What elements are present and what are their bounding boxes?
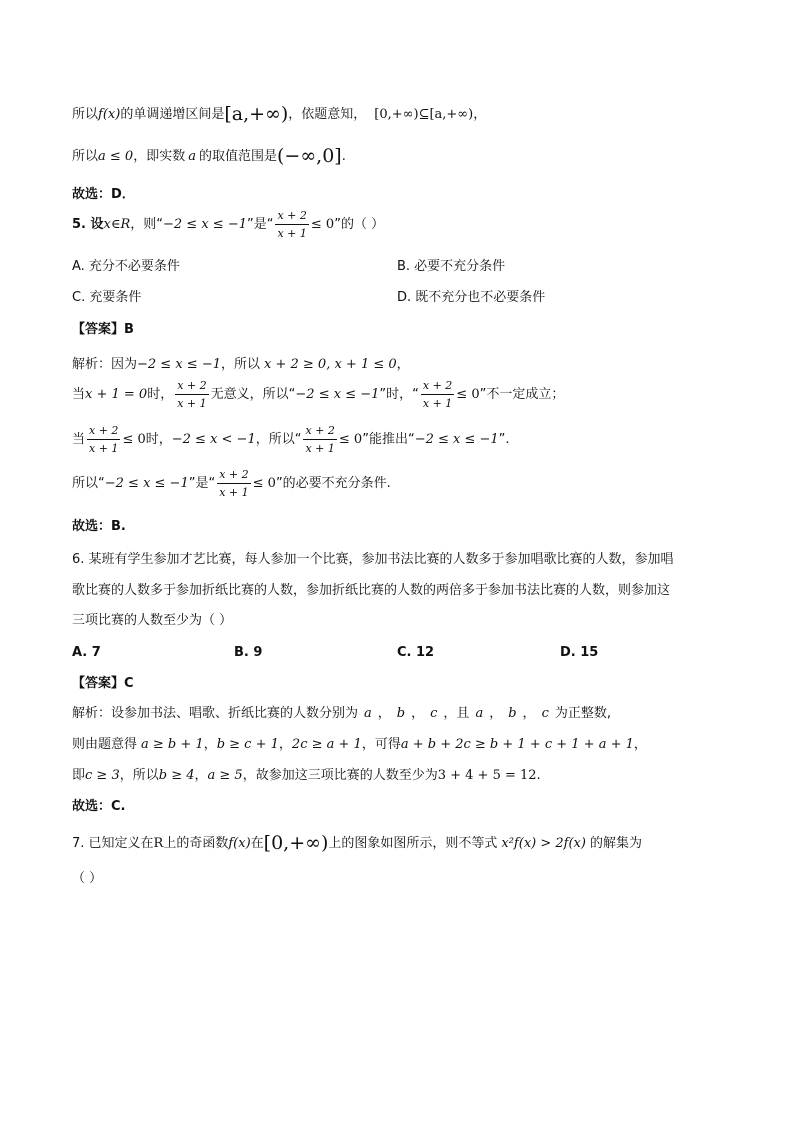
fraction: $\frac{x + 2}{x + 1}$ — [422, 378, 453, 410]
question-7-choices-placeholder: （ ） — [72, 871, 103, 886]
option-b: B. 必要不充分条件 — [397, 259, 506, 274]
question-5 — [72, 208, 384, 242]
text: . — [536, 768, 541, 783]
text: 解析：因为 — [72, 357, 138, 372]
math-expression: a ≥ b + 1 — [141, 737, 204, 752]
answer-choice: 故选：C. — [72, 799, 126, 814]
option-a: A. 充分不必要条件 — [72, 259, 180, 274]
math-expression: f(x) — [228, 836, 251, 851]
fraction: $\frac{x + 2}{x + 1}$ — [277, 208, 307, 240]
math-expression: ≤ 0 — [310, 217, 335, 232]
text: ， — [396, 357, 410, 372]
math-expression: [0,+∞) — [263, 832, 329, 854]
text: ，所以 — [221, 357, 261, 372]
math-expression: c — [541, 706, 549, 721]
math-expression: [0,+∞)⊆[a,+∞) — [374, 107, 474, 122]
text: 即 — [72, 768, 86, 783]
option-c: C. 12 — [397, 645, 435, 660]
math-expression: −2 ≤ x ≤ −1 — [295, 387, 380, 402]
text: 所以 — [72, 149, 99, 164]
text: 7. 已知定义在 — [72, 836, 154, 851]
text: ”是“ — [188, 476, 216, 491]
text: . — [341, 149, 346, 164]
fraction: $\frac{x + 2}{x + 1}$ — [305, 423, 335, 455]
text: ”的（ ） — [334, 217, 385, 232]
math-expression: a — [475, 706, 484, 721]
math-expression: (−∞,0] — [277, 145, 342, 167]
text: ，所以“ — [255, 432, 302, 447]
solution-line — [72, 423, 510, 457]
text-line — [72, 146, 346, 167]
option-a: A. 7 — [72, 645, 101, 660]
option-d: D. 15 — [560, 645, 599, 660]
text: 则由题意得 — [72, 737, 138, 752]
math-expression: ≤ 0 — [338, 432, 363, 447]
text: 上的奇函数 — [163, 836, 229, 851]
text: ”时，“ — [379, 387, 419, 402]
text: ， — [473, 107, 487, 122]
text: 解析：设参加书法、唱歌、折纸比赛的人数分别为 — [72, 706, 359, 721]
text: 所以 — [72, 107, 99, 122]
solution-line: 则由题意得 a ≥ b + 1，b ≥ c + 1，2c ≥ a + 1，可得a + b + 2c ≥ b + 1 + c + 1 + a + 1， — [72, 737, 647, 752]
question-6-line: 6. 某班有学生参加才艺比赛，每人参加一个比赛，参加书法比赛的人数多于参加唱歌比赛的人数，参加唱 — [72, 552, 674, 567]
solution-line: 即c ≥ 3，所以b ≥ 4，a ≥ 5，故参加这三项比赛的人数至少为3 + 4 + 5 = 12. — [72, 768, 541, 783]
text: 所以“ — [72, 476, 105, 491]
math-expression: x + 2 ≥ 0, x + 1 ≤ 0 — [264, 357, 397, 372]
math-expression: a — [364, 706, 372, 721]
math-expression: b ≥ c + 1 — [216, 737, 279, 752]
math-expression: ≤ 0 — [252, 476, 276, 491]
math-expression: x + 1 = 0 — [85, 387, 148, 402]
math-expression: [a,+∞) — [224, 103, 289, 125]
math-expression: −2 ≤ x < −1 — [171, 432, 256, 447]
math-expression: a ≤ 0 — [98, 149, 134, 164]
fraction: $\frac{x + 2}{x + 1}$ — [219, 467, 249, 499]
math-expression: c ≥ 3 — [85, 768, 120, 783]
solution-line — [72, 467, 391, 501]
math-expression: ≤ 0 — [456, 387, 480, 402]
solution-line — [72, 378, 564, 412]
text: 无意义，所以“ — [210, 387, 296, 402]
text: 为正整数, — [554, 706, 611, 721]
math-expression: b — [508, 706, 517, 721]
text: ，故参加这三项比赛的人数至少为 — [242, 768, 438, 783]
math-expression: −2 ≤ x ≤ −1 — [163, 217, 247, 232]
option-c: C. 充要条件 — [72, 290, 142, 305]
option-d: D. 既不充分也不必要条件 — [397, 290, 546, 305]
text: 在 — [250, 836, 264, 851]
answer-choice: 故选：B. — [72, 519, 126, 534]
text: ， — [633, 737, 647, 752]
solution-line: 解析：设参加书法、唱歌、折纸比赛的人数分别为 a ， b ， c ，且 a ， b ， c 为正整数, — [72, 706, 611, 721]
option-b: B. 9 — [234, 645, 263, 660]
text: 当 — [72, 387, 86, 402]
answer-label: 【答案】C — [72, 676, 134, 691]
math-expression: −2 ≤ x ≤ −1 — [414, 432, 499, 447]
math-expression: 3 + 4 + 5 = 12 — [437, 768, 537, 783]
math-expression: ≤ 0 — [122, 432, 146, 447]
answer-choice: 故选：D． — [72, 187, 135, 202]
answer-label: 【答案】B — [72, 322, 134, 337]
math-expression: b — [396, 706, 406, 721]
text: ”的必要不充分条件. — [275, 476, 391, 491]
math-expression: a + b + 2c ≥ b + 1 + c + 1 + a + 1 — [400, 737, 634, 752]
fraction: $\frac{x + 2}{x + 1}$ — [177, 378, 207, 410]
text: ，依题意知， — [288, 107, 367, 122]
math-expression: −2 ≤ x ≤ −1 — [137, 357, 221, 372]
text: 时， — [147, 387, 174, 402]
text-line — [72, 104, 486, 125]
math-expression: f(x) — [98, 107, 121, 122]
text: ”是“ — [247, 217, 274, 232]
question-6-line: 三项比赛的人数至少为（ ） — [72, 613, 233, 628]
question-number: 5. 设 — [72, 217, 104, 232]
text: ”. — [498, 432, 510, 447]
text: 上的图象如图所示，则不等式 — [328, 836, 498, 851]
text: ，则“ — [130, 217, 164, 232]
text: 的解集为 — [589, 836, 642, 851]
text: ”不一定成立； — [479, 387, 565, 402]
solution-line — [72, 355, 410, 375]
text: ，且 — [443, 706, 470, 721]
text: 的单调递增区间是 — [120, 107, 225, 122]
text: ，即实数 — [133, 149, 186, 164]
text: 时， — [145, 432, 172, 447]
fraction: $\frac{x + 2}{x + 1}$ — [89, 423, 119, 455]
question-6-line: 歌比赛的人数多于参加折纸比赛的人数，参加折纸比赛的人数的两倍多于参加书法比赛的人数，则参加这 — [72, 583, 671, 598]
text: 的取值范围是 — [198, 149, 277, 164]
math-expression: a ≥ 5 — [207, 768, 243, 783]
question-7 — [72, 833, 642, 854]
math-expression: 2c ≥ a + 1 — [291, 737, 362, 752]
math-expression: c — [430, 706, 438, 721]
text: ”能推出“ — [362, 432, 415, 447]
math-expression: a — [188, 149, 196, 164]
text: 当 — [72, 432, 86, 447]
math-expression: x∈R — [103, 217, 131, 232]
text: ，可得 — [361, 737, 401, 752]
math-expression: b ≥ 4 — [158, 768, 195, 783]
math-expression: x²f(x) > 2f(x) — [501, 836, 586, 851]
math-expression: −2 ≤ x ≤ −1 — [104, 476, 189, 491]
text: ，所以 — [119, 768, 159, 783]
math-expression: R — [153, 836, 164, 851]
